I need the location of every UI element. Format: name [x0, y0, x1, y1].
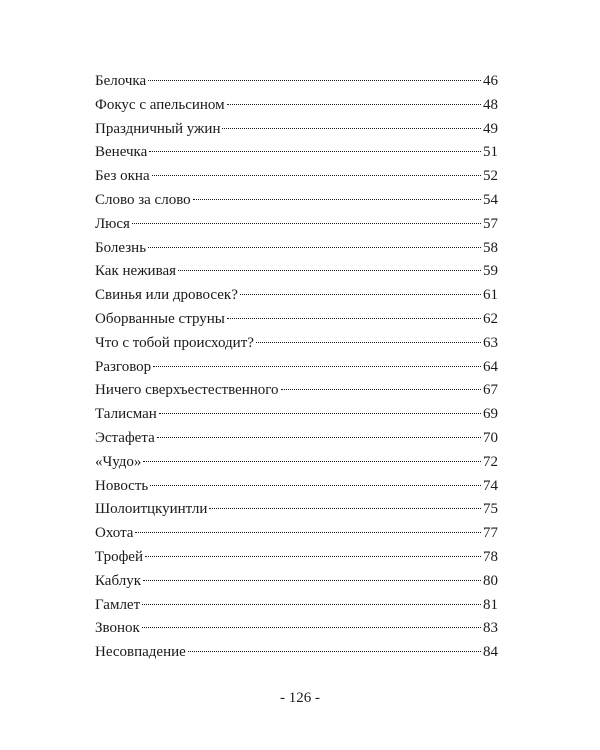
toc-entry: [95, 94, 498, 118]
toc-entry-title: Талисман: [95, 406, 157, 423]
toc-entry-title: Венечка: [95, 144, 148, 161]
toc-entry-page: 84: [483, 644, 498, 661]
dot-leader: [188, 651, 481, 652]
toc-entry: [95, 237, 498, 261]
toc-entry-page: 63: [483, 334, 498, 351]
toc-entry-title: Охота: [95, 525, 134, 542]
dot-leader: [149, 151, 481, 152]
toc-entry: [95, 356, 498, 380]
toc-entry-title: Несовпадение: [95, 644, 186, 661]
toc-entry: [95, 141, 498, 165]
dot-leader: [178, 270, 481, 271]
dot-leader: [148, 80, 481, 81]
toc-entry-page: 78: [483, 548, 498, 565]
toc-entry-page: 59: [483, 263, 498, 280]
dot-leader: [132, 223, 481, 224]
toc-entry-title: «Чудо»: [95, 453, 142, 470]
dot-leader: [153, 366, 481, 367]
toc-entry: [95, 617, 498, 641]
toc-entry-title: Гамлет: [95, 596, 141, 613]
dot-leader: [135, 532, 481, 533]
dot-leader: [227, 104, 481, 105]
dot-leader: [209, 508, 481, 509]
toc-entry-title: Болезнь: [95, 239, 147, 256]
dot-leader: [193, 199, 481, 200]
toc-entry-title: Как неживая: [95, 263, 177, 280]
toc-entry-title: Разговор: [95, 358, 152, 375]
toc-entry: [95, 403, 498, 427]
toc-entry: [95, 118, 498, 142]
toc-entry-page: 61: [483, 287, 498, 304]
toc-entry-title: Шолоитцкуинтли: [95, 501, 208, 518]
toc-entry: [95, 70, 498, 94]
toc-entry: [95, 498, 498, 522]
toc-entry-page: 49: [483, 120, 498, 137]
toc-entry-page: 48: [483, 96, 498, 113]
dot-leader: [281, 389, 481, 390]
dot-leader: [143, 580, 481, 581]
toc-entry-page: 54: [483, 191, 498, 208]
dot-leader: [256, 342, 481, 343]
toc-entry-page: 75: [483, 501, 498, 518]
toc-entry-title: Слово за слово: [95, 191, 191, 208]
dot-leader: [145, 556, 481, 557]
toc-entry-title: Трофей: [95, 548, 143, 565]
toc-entry: [95, 475, 498, 499]
table-of-contents: [95, 70, 498, 665]
toc-entry-page: 62: [483, 310, 498, 327]
dot-leader: [159, 413, 481, 414]
toc-entry: [95, 427, 498, 451]
toc-entry: [95, 594, 498, 618]
toc-entry-title: Без окна: [95, 168, 150, 185]
toc-entry-page: 51: [483, 144, 498, 161]
toc-entry-page: 67: [483, 382, 498, 399]
toc-entry-page: 58: [483, 239, 498, 256]
toc-entry-page: 70: [483, 429, 498, 446]
toc-entry: [95, 522, 498, 546]
toc-entry-title: Новость: [95, 477, 149, 494]
toc-entry: [95, 213, 498, 237]
dot-leader: [240, 294, 481, 295]
toc-entry-title: Оборванные струны: [95, 310, 225, 327]
dot-leader: [142, 604, 481, 605]
dot-leader: [148, 247, 481, 248]
toc-entry-page: 64: [483, 358, 498, 375]
dot-leader: [142, 627, 481, 628]
toc-entry-page: 83: [483, 620, 498, 637]
toc-entry-title: Белочка: [95, 73, 147, 89]
dot-leader: [143, 461, 481, 462]
toc-entry-page: 81: [483, 596, 498, 613]
toc-entry-page: 46: [483, 73, 498, 89]
toc-entry-title: Эстафета: [95, 429, 155, 446]
toc-entry: [95, 570, 498, 594]
toc-entry: [95, 189, 498, 213]
toc-entry: [95, 641, 498, 665]
toc-entry: [95, 284, 498, 308]
toc-entry-page: 69: [483, 406, 498, 423]
toc-entry: [95, 260, 498, 284]
toc-entry-page: 57: [483, 215, 498, 232]
toc-entry-page: 52: [483, 168, 498, 185]
page-number: - 126 -: [280, 690, 320, 706]
toc-entry-title: Что с тобой происходит?: [95, 334, 254, 351]
toc-entry-title: Фокус с апельсином: [95, 96, 225, 113]
dot-leader: [157, 437, 481, 438]
toc-entry-page: 74: [483, 477, 498, 494]
toc-entry: [95, 332, 498, 356]
toc-entry-page: 80: [483, 572, 498, 589]
dot-leader: [150, 485, 481, 486]
toc-entry-page: 72: [483, 453, 498, 470]
toc-entry-title: Ничего сверхъестественного: [95, 382, 279, 399]
toc-entry: [95, 451, 498, 475]
dot-leader: [152, 175, 481, 176]
toc-entry: [95, 379, 498, 403]
toc-entry: [95, 165, 498, 189]
toc-entry-title: Свинья или дровосек?: [95, 287, 238, 304]
toc-entry-title: Люся: [95, 215, 130, 232]
toc-entry-title: Каблук: [95, 572, 141, 589]
dot-leader: [227, 318, 481, 319]
toc-entry-title: Праздничный ужин: [95, 120, 221, 137]
toc-entry: [95, 308, 498, 332]
toc-entry-page: 77: [483, 525, 498, 542]
toc-entry: [95, 546, 498, 570]
dot-leader: [222, 128, 481, 129]
toc-entry-title: Звонок: [95, 620, 140, 637]
